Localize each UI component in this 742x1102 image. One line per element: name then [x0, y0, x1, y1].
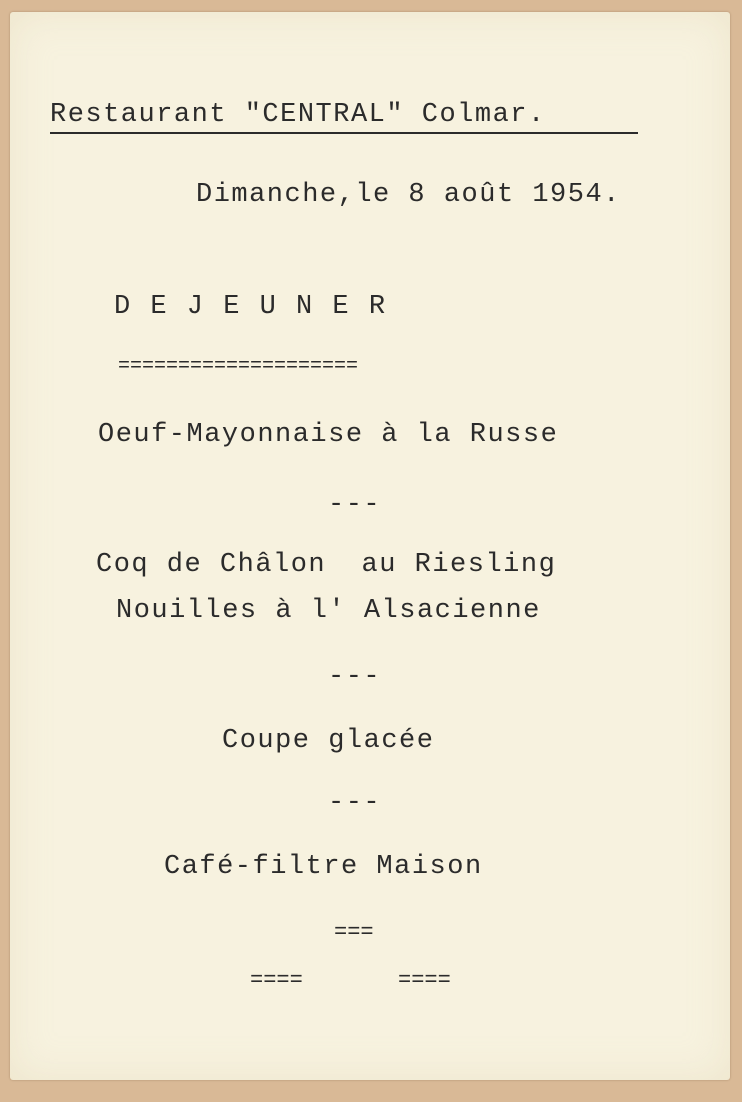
closing-rule-right: ==== — [398, 968, 451, 993]
course-dessert: Coupe glacée — [222, 726, 435, 756]
course-starter: Oeuf-Mayonnaise à la Russe — [98, 420, 559, 450]
menu-card — [10, 12, 730, 1080]
menu-title: D E J E U N E R — [114, 292, 388, 322]
course-main: Coq de Châlon au Riesling — [96, 550, 557, 580]
title-underline: ==================== — [118, 355, 359, 378]
closing-rule: === — [334, 920, 374, 945]
course-side: Nouilles à l' Alsacienne — [116, 596, 541, 626]
course-separator: --- — [328, 490, 382, 520]
restaurant-name: Restaurant "CENTRAL" Colmar. — [50, 100, 638, 134]
course-separator: --- — [328, 662, 382, 692]
menu-date: Dimanche,le 8 août 1954. — [196, 180, 621, 210]
course-coffee: Café-filtre Maison — [164, 852, 483, 882]
closing-rule-left: ==== — [250, 968, 303, 993]
course-separator: --- — [328, 788, 382, 818]
